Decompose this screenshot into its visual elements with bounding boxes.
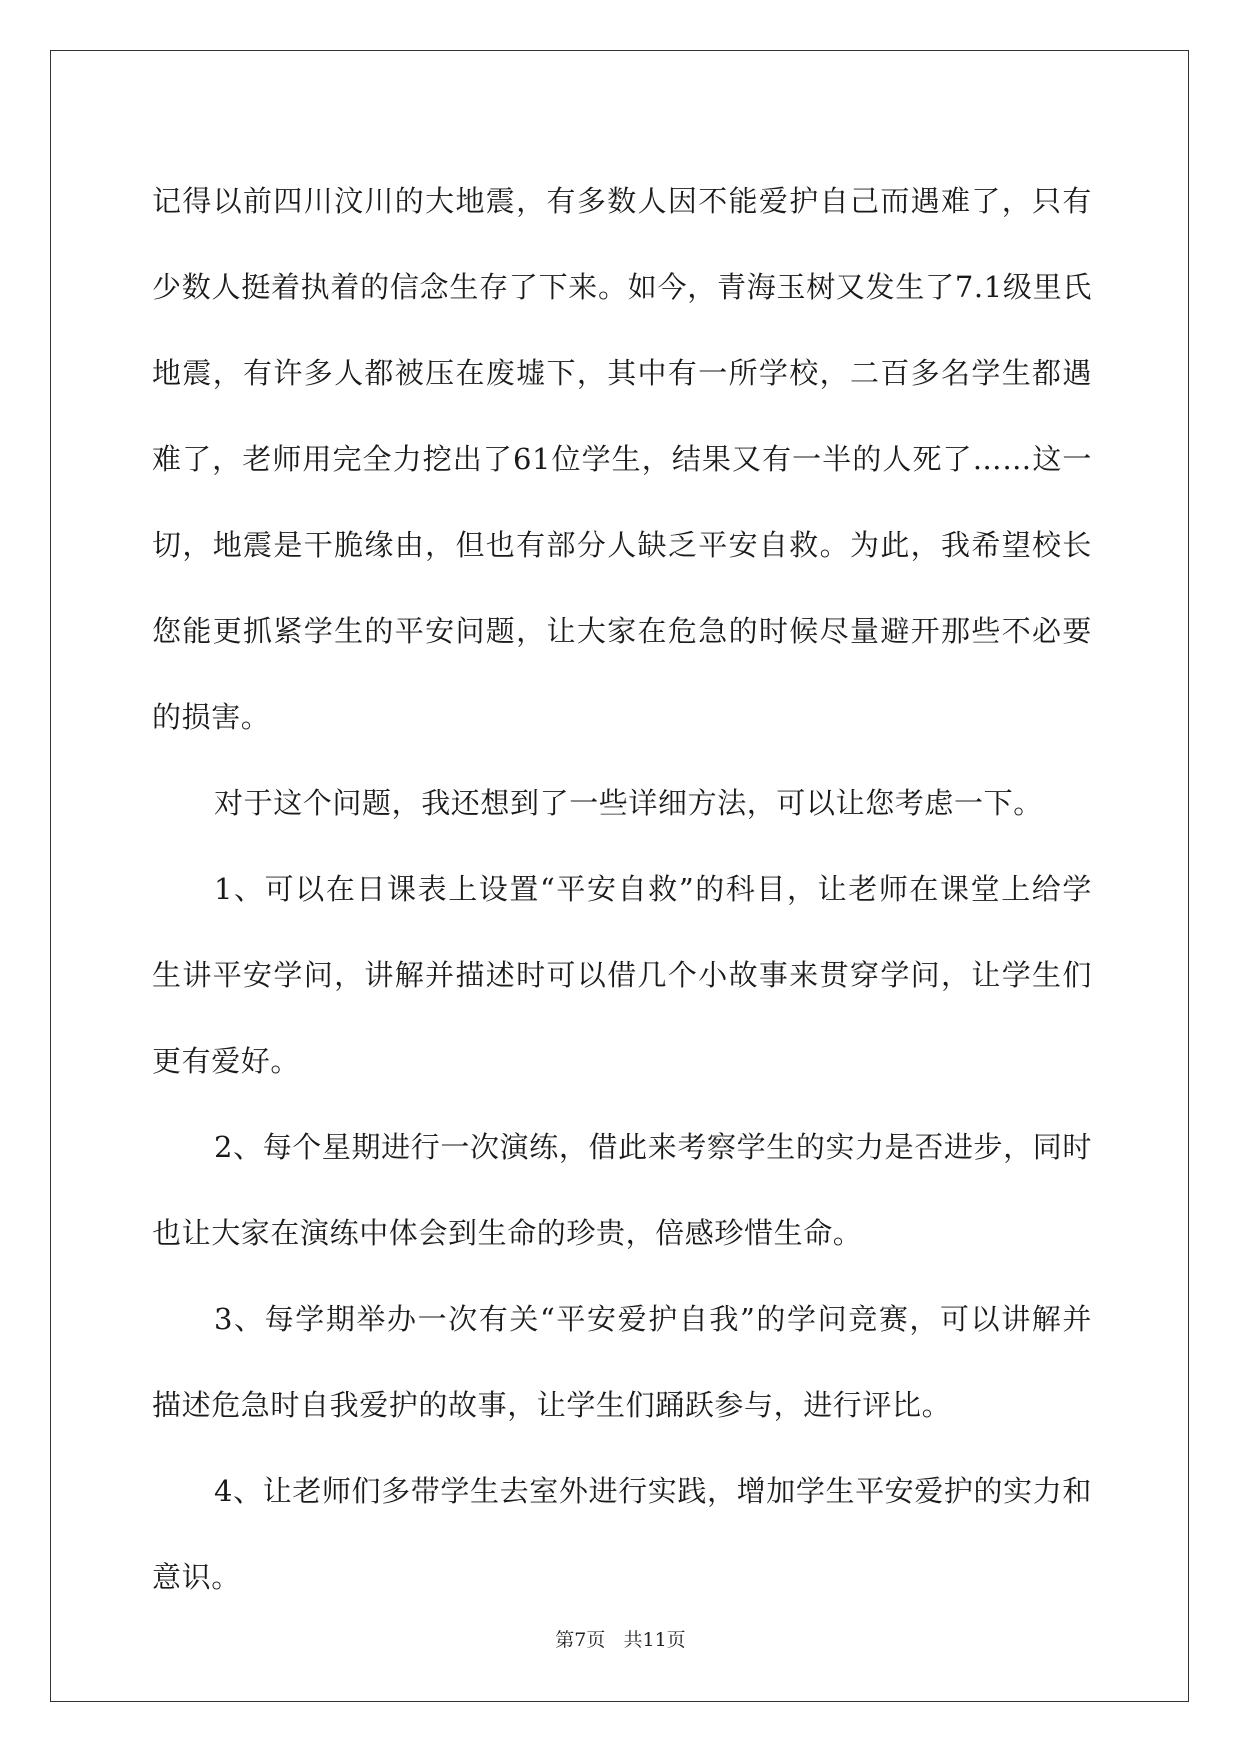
paragraph-method-4: 4、让老师们多带学生去室外进行实践，增加学生平安爱护的实力和意识。 (152, 1474, 1092, 1594)
document-body (152, 158, 1092, 1620)
paragraph-method-3: 3、每学期举办一次有关“平安爱护自我”的学问竞赛，可以讲解并描述危急时自我爱护的故事，让学生们踊跃参与，进行评比。 (152, 1302, 1092, 1422)
paragraph-method-1: 1、可以在日课表上设置“平安自救”的科目，让老师在课堂上给学生讲平安学问，讲解并描述时可以借几个小故事来贯穿学问，让学生们更有爱好。 (152, 872, 1092, 1078)
page-number-footer: 第7页 共11页 (555, 1629, 686, 1651)
paragraph-method-2: 2、每个星期进行一次演练，借此来考察学生的实力是否进步，同时也让大家在演练中体会到生命的珍贵，倍感珍惜生命。 (152, 1130, 1092, 1250)
paragraph-methods-lead: 对于这个问题，我还想到了一些详细方法，可以让您考虑一下。 (214, 786, 1043, 820)
paragraph-intro: 记得以前四川汶川的大地震，有多数人因不能爱护自己而遇难了，只有少数人挺着执着的信念生存了下来。如今，青海玉树又发生了7.1级里氏地震，有许多人都被压在废墟下，其中有一所学校，二百多名学生都遇难了，老师用完全力挖出了61位学生，结果又有一半的人死了……这一切，地震是干脆缘由，但也有部分人缺乏平安自救。为此，我希望校长您能更抓紧学生的平安问题，让大家在危急的时候尽量避开那些不必要的损害。 (152, 184, 1092, 734)
